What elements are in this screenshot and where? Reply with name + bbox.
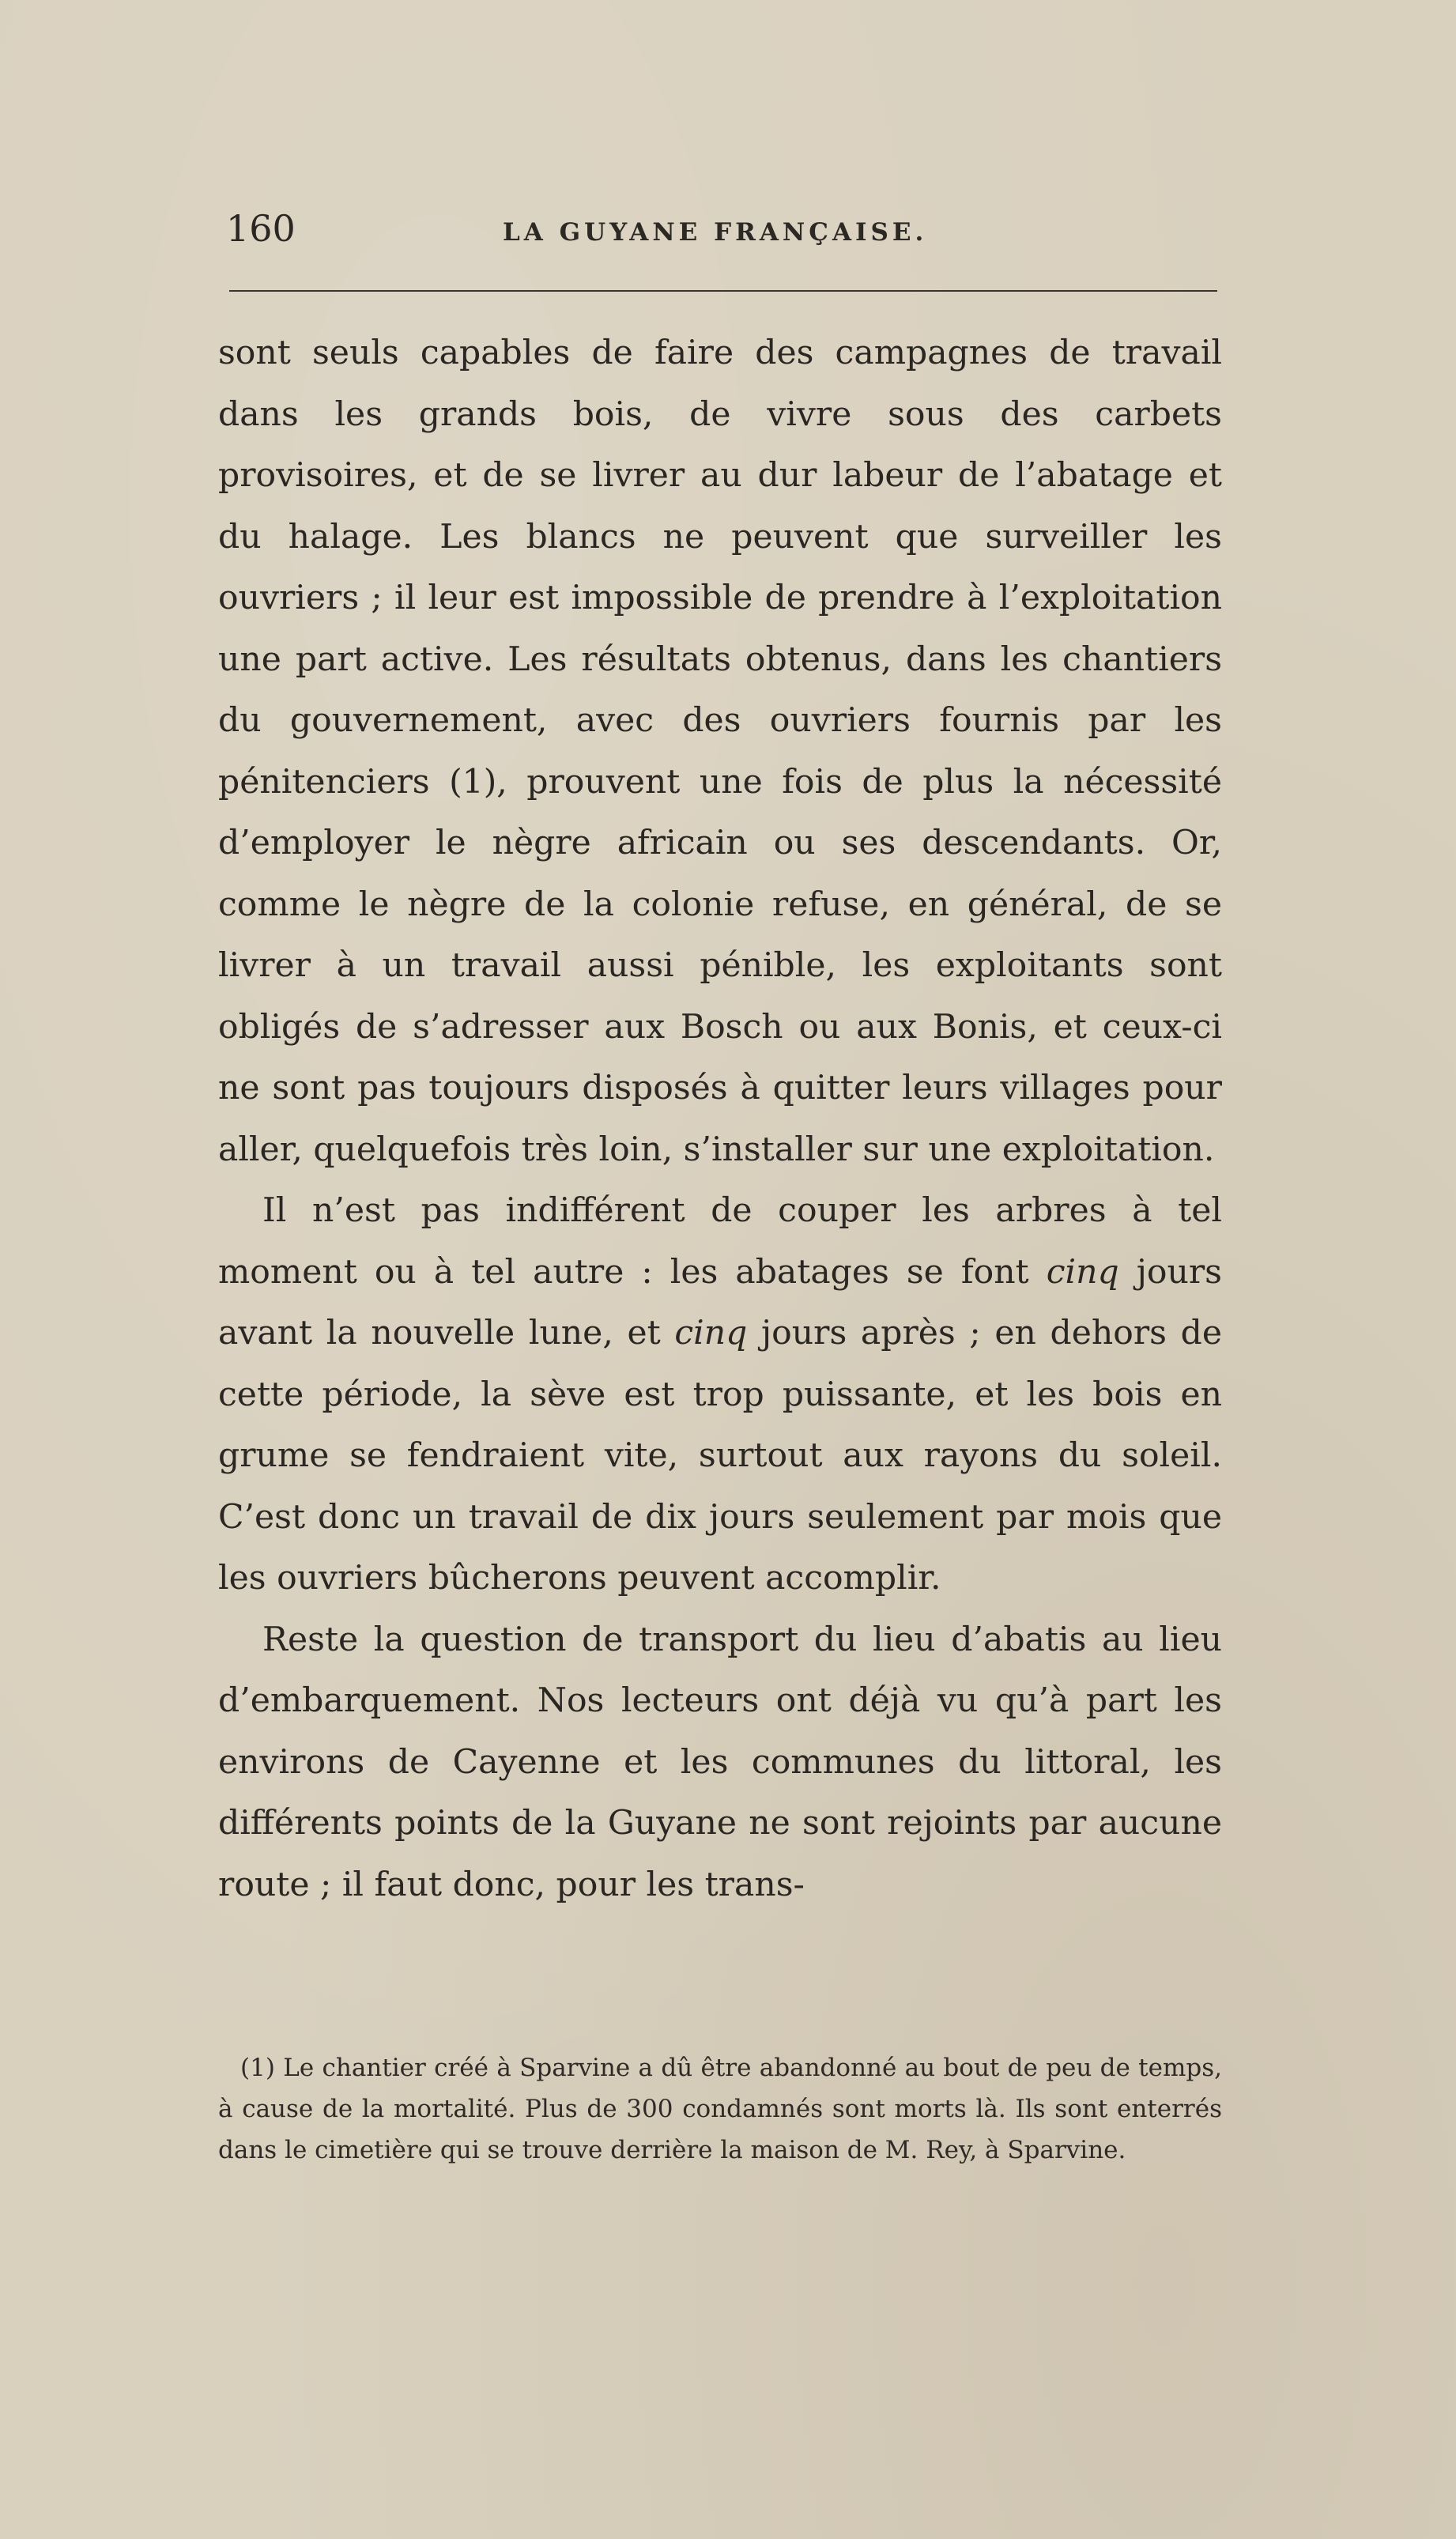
page-number: 160 [226, 207, 296, 250]
paragraph-2-part-c: jours après ; en dehors de cette période, la sève est trop puissante, et les bois en grume se fendraient vite, surtout aux rayons du soleil. C’est donc un travail de dix jours seulement par mois que les ouvriers bûcherons peuvent accomplir. [218, 1314, 1222, 1598]
header-rule [229, 290, 1217, 292]
paragraph-2-emphasis-2: cinq [674, 1314, 748, 1352]
footnote-text: (1) Le chantier créé à Sparvine a dû être abandonné au bout de peu de temps, à cause de la mortalité. Plus de 300 condamnés sont morts là. Ils sont enterrés dans le cimetière qui se trouve derrière la maison de M. Rey, à Sparvine. [218, 2054, 1222, 2164]
paragraph-2 [218, 1180, 1222, 1609]
paragraph-2-emphasis-1: cinq [1046, 1252, 1119, 1292]
running-title: LA GUYANE FRANÇAISE. [503, 218, 928, 247]
paragraph-2-part-b: jours avant la nouvelle lune, et [218, 1252, 1222, 1352]
paragraph-1: sont seuls capables de faire des campagnes de travail dans les grands bois, de vivre sous des carbets provisoires, et de se livrer au dur labeur de l’abatage et du halage. Les blancs ne peuvent que surveiller les ouvriers ; il leur est impossible de prendre à l’exploitation une part active. Les résultats obtenus, dans les chantiers du gouvernement, avec des ouvriers fournis par les pénitenciers (1), prouvent une fois de plus la nécessité d’employer le nègre africain ou ses descendants. Or, comme le nègre de la colonie refuse, en général, de se livrer à un travail aussi pénible, les exploitants sont obligés de s’adresser aux Bosch ou aux Bonis, et ceux-ci ne sont pas toujours disposés à quitter leurs villages pour aller, quelquefois très loin, s’installer sur une exploitation. [218, 334, 1222, 1169]
page-header [226, 207, 1222, 262]
paragraph-3: Reste la question de transport du lieu d’abatis au lieu d’embarquement. Nos lecteurs ont déjà vu qu’à part les environs de Cayenne et les communes du littoral, les différents points de la Guyane ne sont rejoints par aucune route ; il faut donc, pour les trans- [218, 1620, 1222, 1904]
main-text [218, 323, 1222, 1915]
paragraph-2-part-a: Il n’est pas indifférent de couper les arbres à tel moment ou à tel autre : les abatages se font [218, 1191, 1222, 1292]
footnote [218, 2047, 1222, 2171]
